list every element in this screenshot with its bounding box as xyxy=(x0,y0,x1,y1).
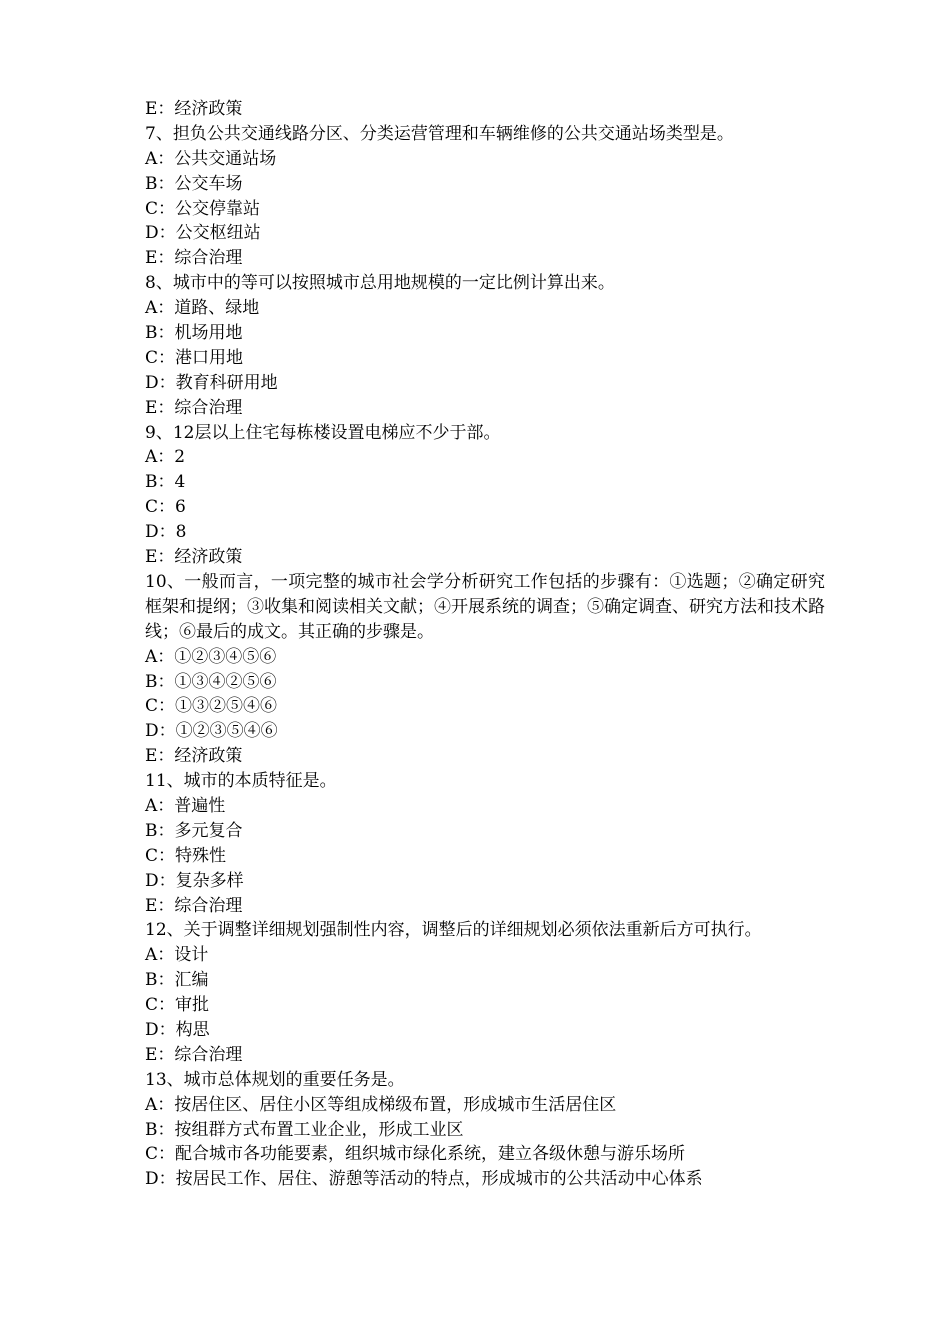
option-line: D：公交枢纽站 xyxy=(145,223,261,244)
option-line: C：6 xyxy=(145,497,186,518)
option-line: B：公交车场 xyxy=(145,173,243,194)
option-line: E：综合治理 xyxy=(145,1044,243,1065)
option-line: C：公交停靠站 xyxy=(145,198,261,219)
option-line: D：8 xyxy=(145,522,187,543)
option-line: D：复杂多样 xyxy=(145,870,244,891)
question-line: 7、担负公共交通线路分区、分类运营管理和车辆维修的公共交通站场类型是。 xyxy=(145,123,734,144)
option-line: A：按居住区、居住小区等组成梯级布置，形成城市生活居住区 xyxy=(145,1094,617,1115)
option-line: C：特殊性 xyxy=(145,845,227,866)
option-line: E：综合治理 xyxy=(145,895,243,916)
option-line: C：审批 xyxy=(145,995,210,1016)
option-line: A：2 xyxy=(145,447,186,468)
question-line: 8、城市中的等可以按照城市总用地规模的一定比例计算出来。 xyxy=(145,273,615,294)
question-line: 13、城市总体规划的重要任务是。 xyxy=(145,1069,405,1090)
option-line: A：公共交通站场 xyxy=(145,148,277,169)
option-line: D：按居民工作、居住、游憩等活动的特点，形成城市的公共活动中心体系 xyxy=(145,1169,703,1190)
option-line: A：道路、绿地 xyxy=(145,298,260,319)
option-line: B：机场用地 xyxy=(145,323,243,344)
option-line: B：①③④②⑤⑥ xyxy=(145,671,277,692)
option-line: B：汇编 xyxy=(145,970,209,991)
question-line: 12、关于调整详细规划强制性内容，调整后的详细规划必须依法重新后方可执行。 xyxy=(145,920,762,941)
option-line: B：多元复合 xyxy=(145,820,243,841)
question-paragraph: 10、一般而言，一项完整的城市社会学分析研究工作包括的步骤有：①选题；②确定研究框架和提纲；③收集和阅读相关文献；④开展系统的调查；⑤确定调查、研究方法和技术路线；⑥最后的成文。其正确的步骤是。 xyxy=(145,571,825,642)
option-line: B：4 xyxy=(145,472,186,493)
option-line: A：设计 xyxy=(145,945,209,966)
option-line: E：综合治理 xyxy=(145,248,243,269)
option-line: D：构思 xyxy=(145,1020,210,1040)
question-line: 9、12层以上住宅每栋楼设置电梯应不少于部。 xyxy=(145,422,501,443)
question-line: 11、城市的本质特征是。 xyxy=(145,771,337,792)
option-line: C：港口用地 xyxy=(145,347,244,368)
option-line: E：综合治理 xyxy=(145,397,243,418)
option-line: D：教育科研用地 xyxy=(145,372,278,393)
option-line: E：经济政策 xyxy=(145,547,243,568)
option-line: E：经济政策 xyxy=(145,746,243,767)
option-line: A：①②③④⑤⑥ xyxy=(145,646,277,667)
option-line: D：①②③⑤④⑥ xyxy=(145,721,278,742)
document-page xyxy=(145,97,825,1192)
option-line: A：普遍性 xyxy=(145,795,226,816)
option-line: E：经济政策 xyxy=(145,99,243,119)
option-line: C：①③②⑤④⑥ xyxy=(145,696,278,717)
option-line: C：配合城市各功能要素，组织城市绿化系统，建立各级休憩与游乐场所 xyxy=(145,1144,686,1165)
option-line: B：按组群方式布置工业企业，形成工业区 xyxy=(145,1119,464,1140)
